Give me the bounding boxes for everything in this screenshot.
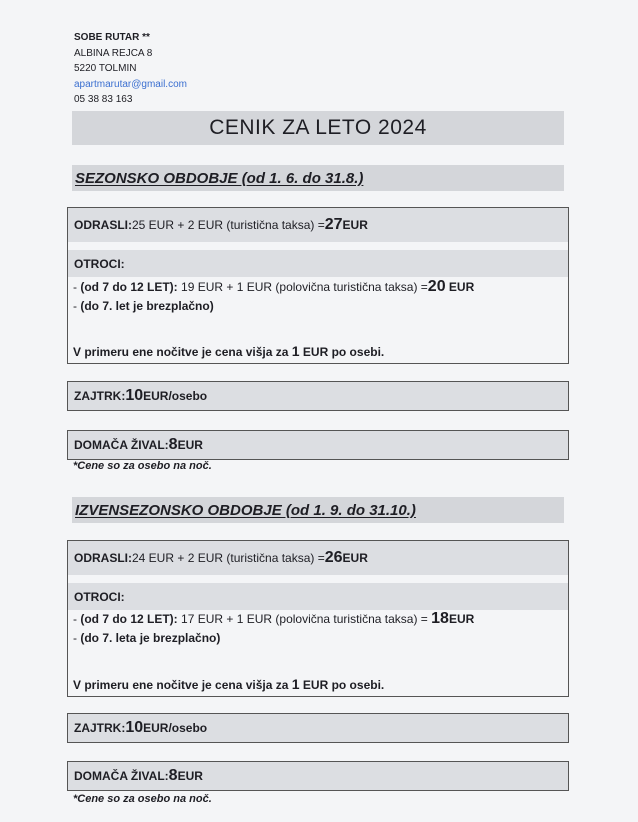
season-pet-row bbox=[68, 431, 568, 459]
offseason-children-1-prefix: - bbox=[73, 612, 81, 626]
season-breakfast-amount: 10 bbox=[125, 387, 144, 404]
season-adults-total: 27 bbox=[324, 216, 343, 233]
offseason-pet-box bbox=[67, 761, 569, 791]
season-pet-currency: EUR bbox=[177, 438, 203, 452]
offseason-children-line-2 bbox=[73, 631, 220, 645]
offseason-breakfast-box bbox=[67, 713, 569, 743]
season-children-1-text: 19 EUR + 1 EUR (polovična turistična taksa) = bbox=[177, 280, 428, 294]
offseason-pet-amount: 8 bbox=[168, 767, 178, 784]
offseason-breakfast-label: ZAJTRK: bbox=[74, 721, 126, 735]
offseason-adults-currency: EUR bbox=[342, 551, 368, 565]
offseason-breakfast-row bbox=[68, 714, 568, 742]
offseason-heading: IZVENSEZONSKO OBDOBJE (od 1. 9. do 31.10.) bbox=[75, 501, 416, 519]
offseason-pet-row bbox=[68, 762, 568, 790]
season-children-line-1 bbox=[73, 278, 474, 296]
offseason-single-night-amount: 1 bbox=[291, 676, 300, 692]
offseason-children-label: OTROCI: bbox=[74, 589, 125, 604]
season-pet-box bbox=[67, 430, 569, 460]
city-address: 5220 TOLMIN bbox=[74, 63, 137, 74]
offseason-adults-text: 24 EUR + 2 EUR (turistična taksa) = bbox=[132, 551, 325, 565]
offseason-single-night-a: V primeru ene nočitve je cena višja za bbox=[73, 678, 292, 692]
season-note: *Cene so za osebo na noč. bbox=[73, 460, 212, 472]
offseason-pet-label: DOMAČA ŽIVAL: bbox=[74, 769, 169, 783]
season-children-1-age: (od 7 do 12 LET): bbox=[80, 280, 178, 294]
offseason-single-night-b: EUR po osebi. bbox=[299, 678, 385, 692]
season-children-line-2 bbox=[73, 299, 214, 313]
season-pet-amount: 8 bbox=[168, 436, 178, 453]
season-children-2-text: (do 7. let je brezplačno) bbox=[80, 299, 214, 313]
offseason-children-2-text: (do 7. leta je brezplačno) bbox=[80, 631, 221, 645]
offseason-breakfast-amount: 10 bbox=[125, 719, 144, 736]
season-single-night-a: V primeru ene nočitve je cena višja za bbox=[73, 345, 292, 359]
street-address: ALBINA REJCA 8 bbox=[74, 47, 153, 59]
season-adults-currency: EUR bbox=[342, 218, 368, 232]
title-bar bbox=[72, 111, 564, 145]
season-heading: SEZONSKO OBDOBJE (od 1. 6. do 31.8.) bbox=[75, 169, 364, 187]
offseason-breakfast-unit: EUR/osebo bbox=[143, 721, 208, 735]
season-pet-label: DOMAČA ŽIVAL: bbox=[74, 438, 169, 452]
offseason-children-row bbox=[68, 583, 568, 610]
phone-number: 05 38 83 163 bbox=[74, 94, 133, 105]
offseason-children-1-total: 18 bbox=[431, 610, 449, 627]
season-children-2-prefix: - bbox=[73, 299, 81, 313]
season-children-label: OTROCI: bbox=[74, 256, 125, 271]
season-breakfast-box bbox=[67, 381, 569, 411]
offseason-adults-total: 26 bbox=[324, 549, 343, 566]
page-title: CENIK ZA LETO 2024 bbox=[209, 116, 427, 139]
season-heading-bar bbox=[72, 165, 564, 191]
offseason-adults-row bbox=[68, 541, 568, 575]
season-children-1-prefix: - bbox=[73, 280, 81, 294]
offseason-note: *Cene so za osebo na noč. bbox=[73, 793, 212, 805]
offseason-children-2-prefix: - bbox=[73, 631, 81, 645]
offseason-children-1-age: (od 7 do 12 LET): bbox=[80, 612, 178, 626]
season-adults-text: 25 EUR + 2 EUR (turistična taksa) = bbox=[132, 218, 325, 232]
season-adults-label: ODRASLI: bbox=[74, 218, 132, 232]
offseason-children-1-text: 17 EUR + 1 EUR (polovična turistična taksa) = bbox=[177, 612, 432, 626]
season-breakfast-row bbox=[68, 382, 568, 410]
email-link[interactable]: apartmarutar@gmail.com bbox=[74, 78, 187, 90]
offseason-pet-currency: EUR bbox=[177, 769, 203, 783]
season-single-night-line bbox=[73, 343, 384, 359]
season-breakfast-label: ZAJTRK: bbox=[74, 389, 126, 403]
offseason-adults-label: ODRASLI: bbox=[74, 551, 132, 565]
season-children-1-total: 20 bbox=[427, 278, 446, 295]
business-name: SOBE RUTAR ** bbox=[74, 32, 150, 43]
offseason-single-night-line bbox=[73, 676, 384, 692]
season-breakfast-unit: EUR/osebo bbox=[143, 389, 208, 403]
offseason-children-1-currency: EUR bbox=[448, 612, 475, 626]
offseason-heading-bar bbox=[72, 497, 564, 523]
contact-header bbox=[74, 30, 187, 108]
season-single-night-b: EUR po osebi. bbox=[299, 345, 385, 359]
season-children-1-currency: EUR bbox=[445, 280, 475, 294]
season-adults-row bbox=[68, 208, 568, 242]
offseason-children-line-1 bbox=[73, 610, 474, 628]
season-children-row bbox=[68, 250, 568, 277]
season-single-night-amount: 1 bbox=[291, 343, 300, 359]
